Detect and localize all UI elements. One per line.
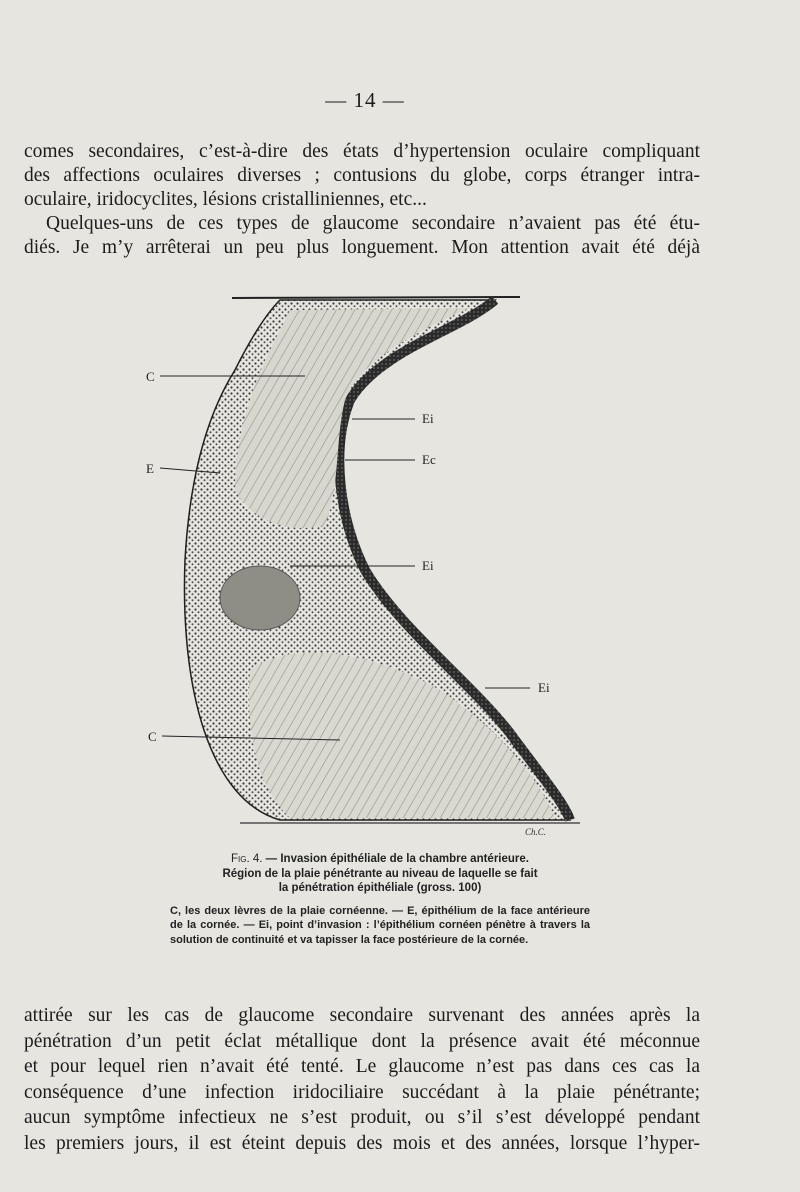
bottom-text-block [24, 1003, 700, 1156]
text-line: pénétration d’un petit éclat métallique dont la présence avait été méconnue [24, 1030, 700, 1052]
caption-title-line: Région de la plaie pénétrante au niveau de laquelle se fait [222, 867, 538, 880]
text-line: attirée sur les cas de glaucome secondaire survenant des années après la [24, 1005, 700, 1026]
text-line: Quelques-uns de ces types de glaucome secondaire n’avaient pas été étu- [46, 213, 700, 234]
label-ec: Ec [422, 452, 436, 467]
caption-body: C, les deux lèvres de la plaie cornéenne. — E, épithélium de la face antérieure de la cornée. — Ei, point d’invasion : l’épithélium cornéen pénètre à travers la solution de continuité et va tapisser la face postérieure de la cornée. [170, 904, 590, 946]
caption-title-line: la pénétration épithéliale (gross. 100) [278, 882, 482, 894]
text-line: comes secondaires, c’est-à-dire des états d’hypertension oculaire compliquant [24, 141, 700, 162]
text-line: aucun symptôme infectieux ne s’est produit, ou s’il s’est développé pendant [24, 1107, 700, 1128]
label-ei-2: Ei [422, 558, 434, 573]
figure-caption [170, 852, 590, 947]
histology-illustration [140, 290, 600, 840]
histology-figure [140, 290, 600, 840]
label-e: E [146, 461, 154, 476]
top-text-block [24, 140, 700, 260]
caption-title-line: — Invasion épithéliale de la chambre antérieure. [265, 853, 529, 865]
artist-signature: Ch.C. [525, 827, 547, 837]
label-ei-3: Ei [538, 680, 550, 695]
text-line: oculaire, iridocyclites, lésions cristalliniennes, etc... [24, 189, 427, 210]
label-c-top: C [146, 369, 155, 384]
label-c-bottom: C [148, 729, 157, 744]
text-line: diés. Je m’y arrêterai un peu plus longuement. Mon attention avait été déjà [24, 237, 700, 258]
text-line: et pour lequel rien n’avait été tenté. Le glaucome n’est pas dans ces cas la [24, 1056, 700, 1077]
label-ei-1: Ei [422, 411, 434, 426]
tissue-nodule [220, 566, 300, 630]
top-rule [232, 297, 520, 298]
page-number: — 14 — [325, 88, 405, 112]
figure-number: Fig. 4. [231, 853, 263, 865]
caption-title [170, 852, 590, 896]
text-line: les premiers jours, il est éteint depuis des mois et des années, lorsque l’hyper- [24, 1132, 700, 1154]
text-line: conséquence d’une infection iridociliaire succédant à la plaie pénétrante; [24, 1081, 700, 1103]
text-line: des affections oculaires diverses ; contusions du globe, corps étranger intra- [24, 165, 700, 186]
